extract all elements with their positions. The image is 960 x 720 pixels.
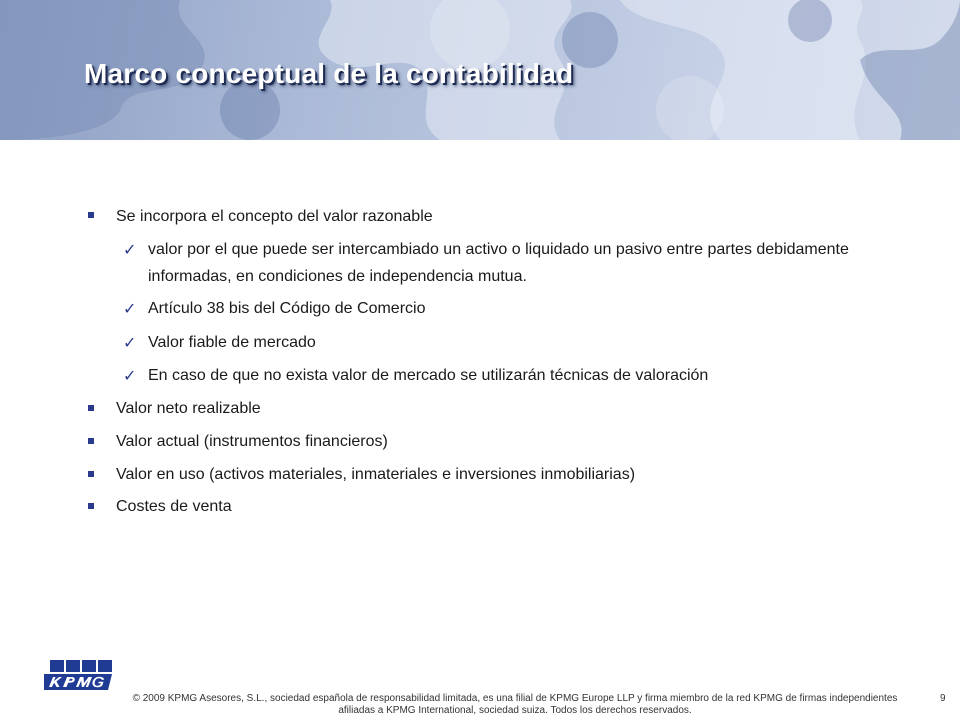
kpmg-logo <box>44 660 116 690</box>
bullet-item: Valor actual (instrumentos financieros) <box>116 433 388 450</box>
checkmark-icon: ✓ <box>123 299 137 318</box>
copyright-footer: © 2009 KPMG Asesores, S.L., sociedad española de responsabilidad limitada, es una filial de KPMG Europe LLP y firma miembro de la red KPMG de firmas independientes afiliadas a KPMG International, sociedad suiza. Todos los derechos reservados. <box>132 693 898 716</box>
bullet-item: Valor neto realizable <box>116 400 261 417</box>
sub-bullet-item: Artículo 38 bis del Código de Comercio <box>148 300 426 317</box>
sub-bullet-item: valor por el que puede ser intercambiado un activo o liquidado un pasivo entre partes debidamente informadas, en condiciones de independencia mutua. <box>148 241 849 285</box>
bullet-item: Valor en uso (activos materiales, inmateriales e inversiones inmobiliarias) <box>116 466 636 483</box>
checkmark-icon: ✓ <box>123 240 137 259</box>
slide-title: Marco conceptual de la contabilidad <box>84 58 574 89</box>
sub-bullet-item: Valor fiable de mercado <box>148 334 316 351</box>
page-number: 9 <box>940 693 946 704</box>
bullet-item: Costes de venta <box>116 498 232 515</box>
square-bullet-icon <box>88 212 94 218</box>
square-bullet-icon <box>88 471 94 477</box>
square-bullet-icon <box>88 405 94 411</box>
checkmark-icon: ✓ <box>123 333 137 352</box>
bullet-item: Se incorpora el concepto del valor razonable <box>116 208 433 225</box>
checkmark-icon: ✓ <box>123 366 137 385</box>
square-bullet-icon <box>88 503 94 509</box>
sub-bullet-item: En caso de que no exista valor de mercado se utilizarán técnicas de valoración <box>148 367 709 384</box>
square-bullet-icon <box>88 438 94 444</box>
